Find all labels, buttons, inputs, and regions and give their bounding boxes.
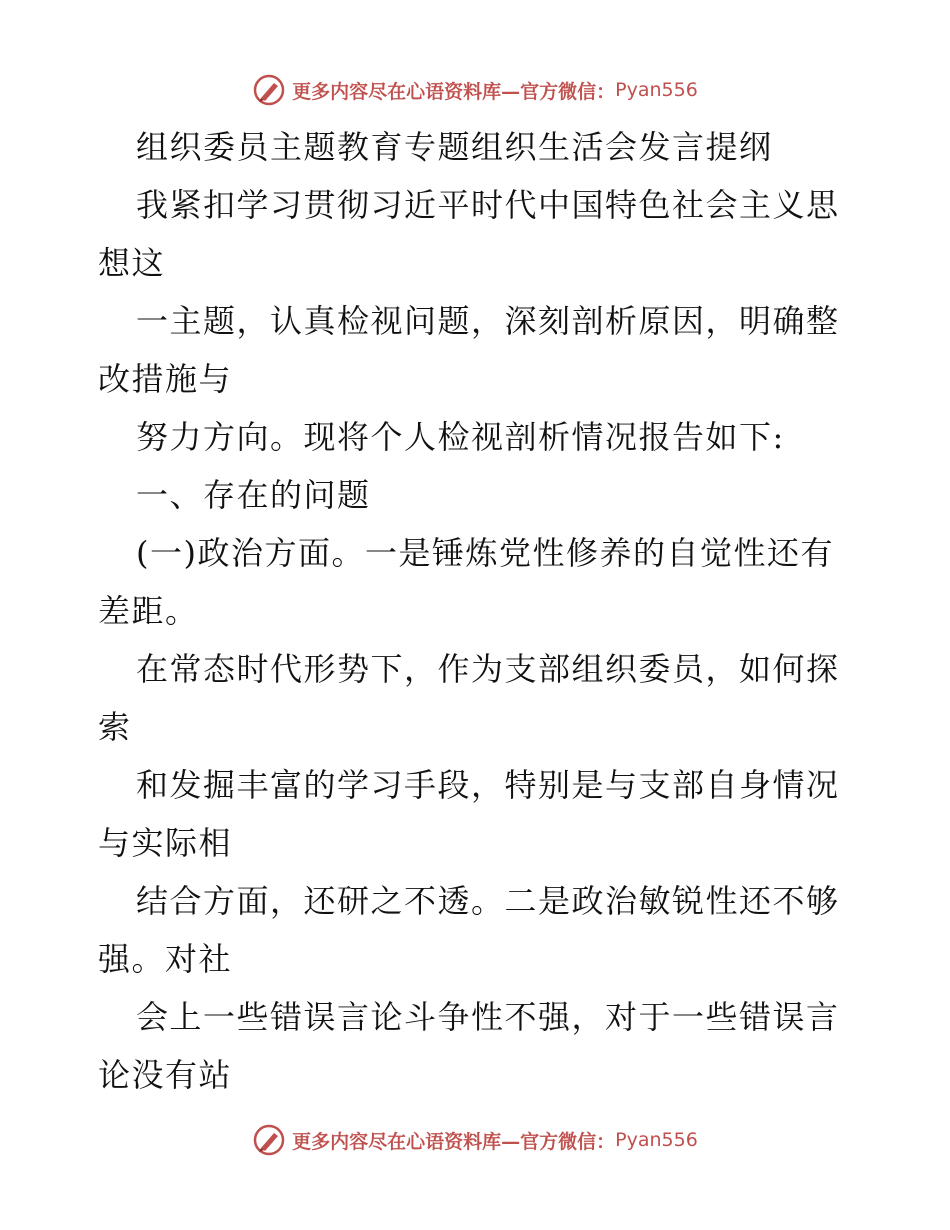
paragraph-line: 我紧扣学习贯彻习近平时代中国特色社会主义思 bbox=[136, 186, 840, 224]
paragraph-line: 强。对社 bbox=[98, 940, 233, 978]
paragraph-line: 想这 bbox=[98, 244, 166, 282]
paragraph-line: 在常态时代形势下，作为支部组织委员，如何探 bbox=[136, 650, 840, 688]
paragraph-line: 和发掘丰富的学习手段，特别是与支部自身情况 bbox=[136, 766, 840, 804]
paragraph-line: 差距。 bbox=[98, 592, 199, 630]
paragraph-line: 会上一些错误言论斗争性不强，对于一些错误言 bbox=[136, 998, 840, 1036]
banner-text: 更多内容尽在心语资料库—官方微信： bbox=[292, 1130, 616, 1153]
pen-logo-icon bbox=[252, 1123, 286, 1157]
banner-text: 更多内容尽在心语资料库—官方微信： bbox=[292, 80, 616, 103]
paragraph-line: (一)政治方面。一是锤炼党性修养的自觉性还有 bbox=[136, 534, 834, 572]
paragraph-line: 结合方面，还研之不透。二是政治敏锐性还不够 bbox=[136, 882, 840, 920]
section-heading: 一、存在的问题 bbox=[136, 476, 371, 514]
paragraph-line: 改措施与 bbox=[98, 360, 233, 398]
doc-title: 组织委员主题教育专题组织生活会发言提纲 bbox=[136, 128, 773, 166]
document-body bbox=[98, 118, 858, 1104]
footer-watermark-banner bbox=[0, 1120, 950, 1160]
paragraph-line: 论没有站 bbox=[98, 1056, 233, 1094]
paragraph-line: 与实际相 bbox=[98, 824, 233, 862]
pen-logo-icon bbox=[252, 73, 286, 107]
banner-contact: Pyan556 bbox=[615, 79, 698, 101]
header-watermark-banner bbox=[0, 70, 950, 110]
banner-contact: Pyan556 bbox=[615, 1129, 698, 1151]
paragraph-line: 一主题，认真检视问题，深刻剖析原因，明确整 bbox=[136, 302, 840, 340]
paragraph-line: 努力方向。现将个人检视剖析情况报告如下: bbox=[136, 418, 785, 456]
paragraph-line: 索 bbox=[98, 708, 132, 746]
